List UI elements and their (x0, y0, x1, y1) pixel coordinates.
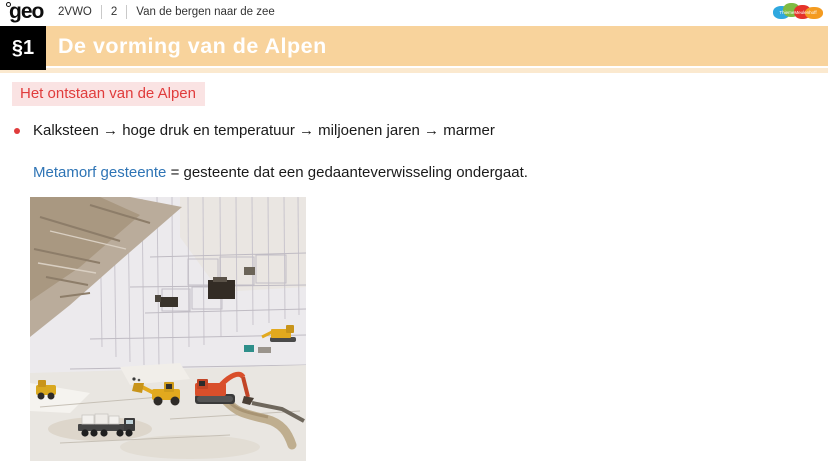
section-number-box: §1 (0, 26, 46, 70)
top-bar (0, 0, 828, 25)
publisher-name: ThiemeMeulenhoff (779, 10, 817, 15)
course-label: 2VWO (58, 6, 92, 18)
marble-quarry-photo (30, 197, 306, 461)
section-header-strip (0, 68, 828, 73)
chapter-title: Van de bergen naar de zee (136, 6, 275, 18)
breadcrumb (58, 5, 275, 19)
definition-term: Metamorf gesteente (33, 164, 167, 181)
definition-text: = gesteente dat een gedaanteverwisseling ondergaat. (166, 164, 528, 181)
publisher-logo (773, 2, 823, 22)
bullet-text: Kalksteen → hoge druk en temperatuur → miljoenen jaren → marmer (33, 122, 495, 139)
separator (101, 5, 102, 19)
chapter-number: 2 (110, 6, 118, 18)
section-title: De vorming van de Alpen (58, 34, 327, 58)
separator (126, 5, 127, 19)
definition-line (33, 164, 528, 181)
slide-subtitle: Het ontstaan van de Alpen (12, 82, 205, 106)
bullet-item (14, 122, 495, 139)
geo-logo: geo (9, 0, 44, 23)
bullet-dot-icon (14, 128, 20, 134)
